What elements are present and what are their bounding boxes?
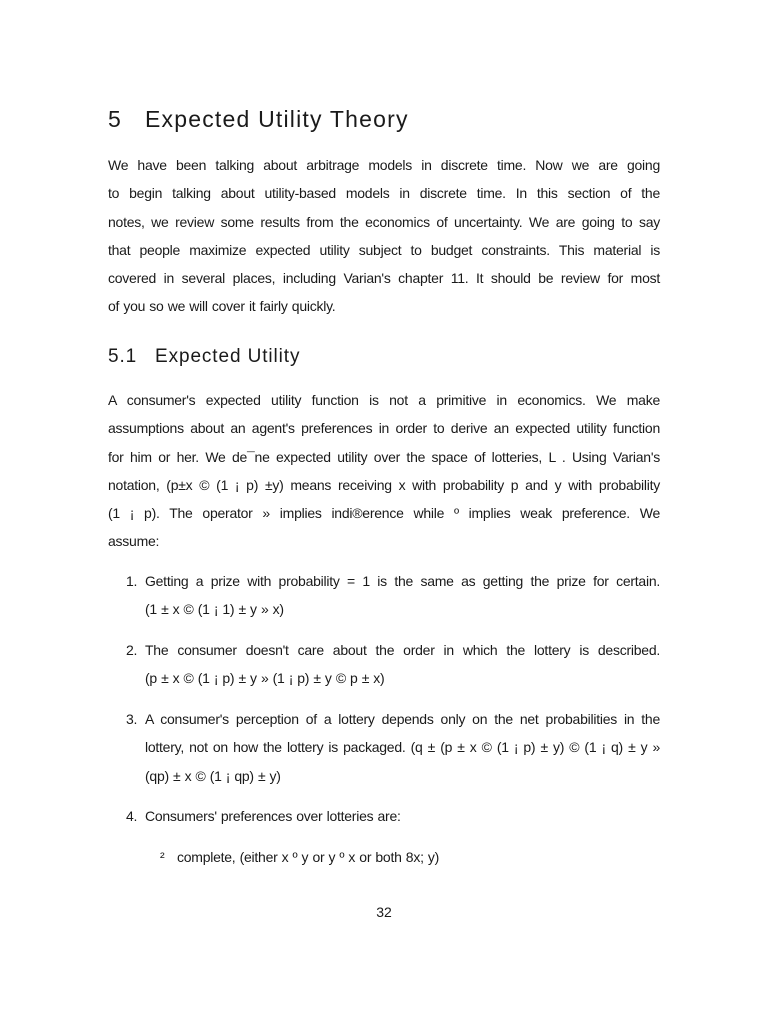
assumption-line: lottery, not on how the lottery is packaged. (q ± (p ± x © (1 ¡ p) ± y) © (1 ¡ q) ± y » <box>145 739 660 756</box>
paragraph-line: A consumer's expected utility function is not a primitive in economics. We make <box>108 392 660 408</box>
paragraph-line: (1 ¡ p). The operator » implies indi®erence while º implies weak preference. We <box>108 505 660 522</box>
assumption-line: (1 ± x © (1 ¡ 1) ± y » x) <box>145 601 284 618</box>
expected-utility-paragraph <box>108 386 660 556</box>
intro-paragraph <box>108 151 660 321</box>
sub-assumption-item <box>160 843 439 871</box>
subsection-title: Expected Utility <box>155 346 301 367</box>
paragraph-line: notation, (p±x © (1 ¡ p) ±y) means receiving x with probability p and y with probability <box>108 476 660 493</box>
assumption-body <box>145 636 660 693</box>
assumption-body <box>145 567 660 624</box>
assumption-line: Consumers' preferences over lotteries are: <box>145 808 401 824</box>
paragraph-line: We have been talking about arbitrage models in discrete time. Now we are going <box>108 157 660 173</box>
paragraph-line: of you so we will cover it fairly quickly. <box>108 298 336 315</box>
section-title: Expected Utility Theory <box>145 106 409 132</box>
paragraph-line: assume: <box>108 533 160 550</box>
paragraph-line: for him or her. We de¯ne expected utility over the space of lotteries, L . Using Varian's <box>108 448 660 465</box>
section-heading <box>108 106 409 133</box>
assumption-body <box>145 705 660 790</box>
assumption-line: Getting a prize with probability = 1 is the same as getting the prize for certain. <box>145 573 660 589</box>
subsection-heading <box>108 346 300 368</box>
list-marker: 4. <box>126 808 138 824</box>
list-marker: 2. <box>126 642 138 658</box>
paragraph-line: to begin talking about utility-based models in discrete time. In this section of the <box>108 185 660 202</box>
page-number: 32 <box>376 904 392 920</box>
assumption-line: The consumer doesn't care about the order in which the lottery is described. <box>145 642 660 658</box>
assumption-line: (qp) ± x © (1 ¡ qp) ± y) <box>145 767 281 784</box>
assumption-line: (p ± x © (1 ¡ p) ± y » (1 ¡ p) ± y © p ± x) <box>145 670 385 687</box>
paragraph-line: covered in several places, including Varian's chapter 11. It should be review for most <box>108 270 660 287</box>
list-marker: 3. <box>126 711 138 727</box>
bullet-marker: ² <box>160 849 165 865</box>
subsection-number: 5.1 <box>108 346 138 367</box>
assumption-body <box>145 802 660 830</box>
assumption-line: A consumer's perception of a lottery depends only on the net probabilities in the <box>145 711 660 727</box>
paragraph-line: notes, we review some results from the economics of uncertainty. We are going to say <box>108 213 660 230</box>
paragraph-line: assumptions about an agent's preferences in order to derive an expected utility function <box>108 420 660 437</box>
sub-assumption-text: complete, (either x º y or y º x or both 8x; y) <box>177 849 440 865</box>
paragraph-line: that people maximize expected utility subject to budget constraints. This material is <box>108 241 660 258</box>
list-marker: 1. <box>126 573 138 589</box>
section-number: 5 <box>108 106 122 132</box>
